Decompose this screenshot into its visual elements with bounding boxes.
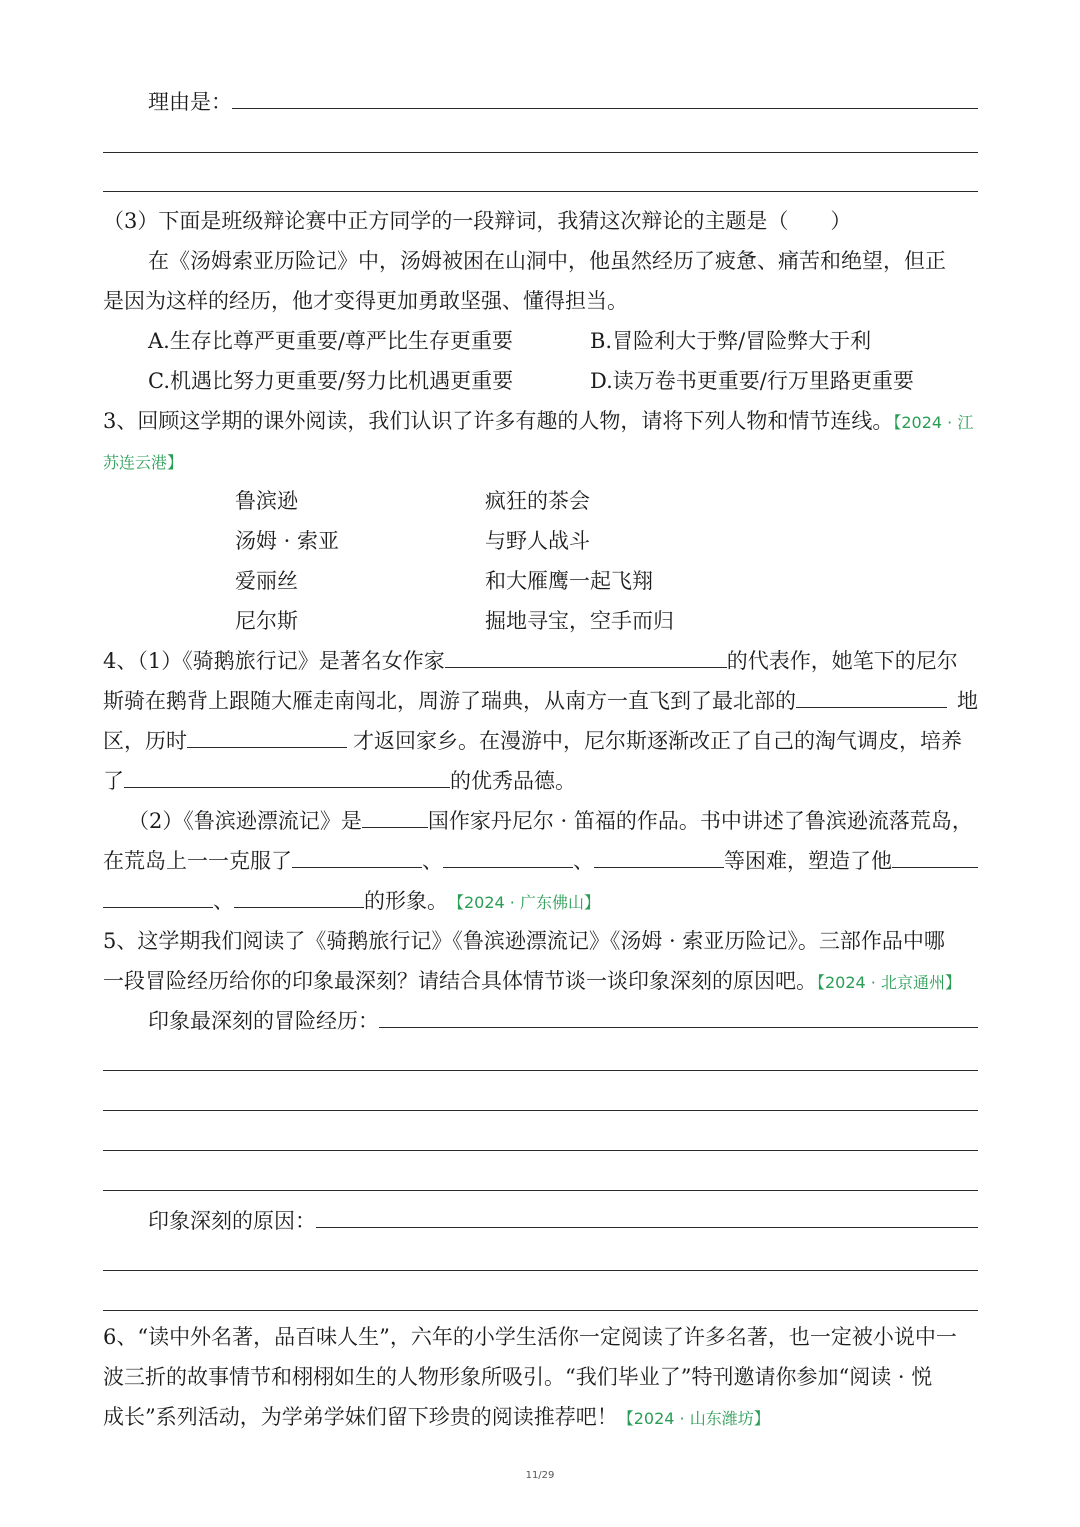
separator: 、 bbox=[422, 849, 443, 873]
answer-line[interactable] bbox=[103, 1310, 978, 1311]
question-text: 3、回顾这学期的课外阅读，我们认识了许多有趣的人物，请将下列人物和情节连线。 bbox=[103, 409, 894, 433]
page-number: 11/29 bbox=[525, 1470, 555, 1481]
question-6-line3 bbox=[103, 1397, 978, 1437]
plot-item[interactable]: 疯狂的茶会 bbox=[485, 489, 590, 513]
plot-item[interactable]: 掘地寻宝，空手而归 bbox=[485, 609, 674, 633]
answer-blank[interactable] bbox=[445, 641, 727, 668]
answer-blank[interactable] bbox=[232, 82, 978, 109]
answer-line[interactable] bbox=[103, 1270, 978, 1271]
question-text: 了 bbox=[103, 769, 124, 793]
source-tag: 【2024 · 广东佛山】 bbox=[448, 893, 600, 912]
answer-blank[interactable] bbox=[124, 761, 450, 788]
answer-blank[interactable] bbox=[292, 841, 422, 868]
question-text: 斯骑在鹅背上跟随大雁走南闯北，周游了瑞典，从南方一直飞到了最北部的 bbox=[103, 689, 796, 713]
reason-line bbox=[103, 82, 978, 122]
answer-blank[interactable] bbox=[796, 681, 947, 708]
separator: 、 bbox=[213, 889, 234, 913]
question-text: 的优秀品德。 bbox=[450, 769, 576, 793]
character-item[interactable]: 爱丽丝 bbox=[235, 569, 298, 593]
answer-blank[interactable] bbox=[443, 841, 573, 868]
question-text: 地 bbox=[957, 689, 978, 713]
question-3 bbox=[103, 401, 978, 441]
option-c[interactable]: C.机遇比努力更重要/努力比机遇更重要 bbox=[148, 369, 514, 393]
answer-blank[interactable] bbox=[187, 721, 347, 748]
answer-line[interactable] bbox=[103, 1150, 978, 1151]
question-5-line2 bbox=[103, 961, 978, 1001]
passage-line: 在《汤姆索亚历险记》中，汤姆被困在山洞中，他虽然经历了疲惫、痛苦和绝望，但正 bbox=[148, 249, 946, 273]
source-tag: 【2024 · 北京通州】 bbox=[817, 973, 961, 992]
separator: 、 bbox=[573, 849, 594, 873]
question-text: 4、（1）《骑鹅旅行记》是著名女作家 bbox=[103, 649, 445, 673]
plot-item[interactable]: 与野人战斗 bbox=[485, 529, 590, 553]
answer-blank[interactable] bbox=[594, 841, 724, 868]
q4-line bbox=[103, 721, 978, 761]
question-stem: （3）下面是班级辩论赛中正方同学的一段辩词，我猜这次辩论的主题是（ ） bbox=[103, 209, 852, 233]
q4-line bbox=[103, 641, 978, 681]
q4-line bbox=[103, 761, 978, 801]
answer-blank[interactable] bbox=[892, 841, 978, 868]
question-text: 成长”系列活动，为学弟学妹们留下珍贵的阅读推荐吧！ bbox=[103, 1405, 618, 1429]
answer-blank[interactable] bbox=[362, 801, 428, 828]
question-text: 在荒岛上一一克服了 bbox=[103, 849, 292, 873]
q4-line bbox=[103, 841, 978, 881]
option-b[interactable]: B.冒险利大于弊/冒险弊大于利 bbox=[590, 329, 872, 353]
answer-row bbox=[103, 1001, 978, 1041]
plot-item[interactable]: 和大雁鹰一起飞翔 bbox=[485, 569, 653, 593]
answer-line[interactable] bbox=[103, 1190, 978, 1191]
question-text: 等困难，塑造了他 bbox=[724, 849, 892, 873]
answer-row bbox=[103, 1201, 978, 1241]
option-d[interactable]: D.读万卷书更重要/行万里路更重要 bbox=[590, 369, 914, 393]
answer-blank[interactable] bbox=[379, 1001, 978, 1028]
question-text: 的代表作，她笔下的尼尔 bbox=[726, 649, 958, 673]
q4-line bbox=[103, 801, 978, 841]
character-item[interactable]: 汤姆 · 索亚 bbox=[235, 529, 340, 553]
source-tag: 【2024 · 江 bbox=[893, 413, 974, 432]
question-text: 才返回家乡。在漫游中，尼尔斯逐渐改正了自己的淘气调皮，培养 bbox=[353, 729, 962, 753]
source-tag: 【2024 · 山东潍坊】 bbox=[617, 1409, 770, 1428]
question-text: 一段冒险经历给你的印象最深刻？请结合具体情节谈一谈印象深刻的原因吧。 bbox=[103, 969, 817, 993]
option-a[interactable]: A.生存比尊严更重要/尊严比生存更重要 bbox=[148, 329, 513, 353]
answer-line[interactable] bbox=[103, 191, 978, 192]
answer-line[interactable] bbox=[103, 1070, 978, 1071]
answer-blank[interactable] bbox=[103, 881, 213, 908]
answer-line[interactable] bbox=[103, 152, 978, 153]
answer-label: 印象深刻的原因： bbox=[148, 1209, 316, 1233]
passage-line: 是因为这样的经历，他才变得更加勇敢坚强、懂得担当。 bbox=[103, 289, 628, 313]
question-text: 波三折的故事情节和栩栩如生的人物形象所吸引。“我们毕业了”特刊邀请你参加“阅读 · 悦 bbox=[103, 1365, 933, 1389]
question-text: 5、这学期我们阅读了《骑鹅旅行记》《鲁滨逊漂流记》《汤姆 · 索亚历险记》。三部作品中哪 bbox=[103, 929, 945, 953]
reason-label: 理由是： bbox=[148, 90, 232, 114]
question-text: （2）《鲁滨逊漂流记》是 bbox=[128, 809, 362, 833]
question-text: 国作家丹尼尔 · 笛福的作品。书中讲述了鲁滨逊流落荒岛， bbox=[427, 809, 973, 833]
q4-line bbox=[103, 681, 978, 721]
question-text: 区，历时 bbox=[103, 729, 187, 753]
answer-blank[interactable] bbox=[316, 1201, 978, 1228]
answer-blank[interactable] bbox=[234, 881, 364, 908]
question-text: 的形象。 bbox=[364, 889, 448, 913]
answer-line[interactable] bbox=[103, 1110, 978, 1111]
character-item[interactable]: 尼尔斯 bbox=[235, 609, 298, 633]
character-item[interactable]: 鲁滨逊 bbox=[235, 489, 298, 513]
q4-line bbox=[103, 881, 978, 921]
question-text: 6、“读中外名著，品百味人生”，六年的小学生活你一定阅读了许多名著，也一定被小说中一 bbox=[103, 1325, 957, 1349]
answer-label: 印象最深刻的冒险经历： bbox=[148, 1009, 379, 1033]
source-tag: 苏连云港】 bbox=[103, 453, 184, 472]
